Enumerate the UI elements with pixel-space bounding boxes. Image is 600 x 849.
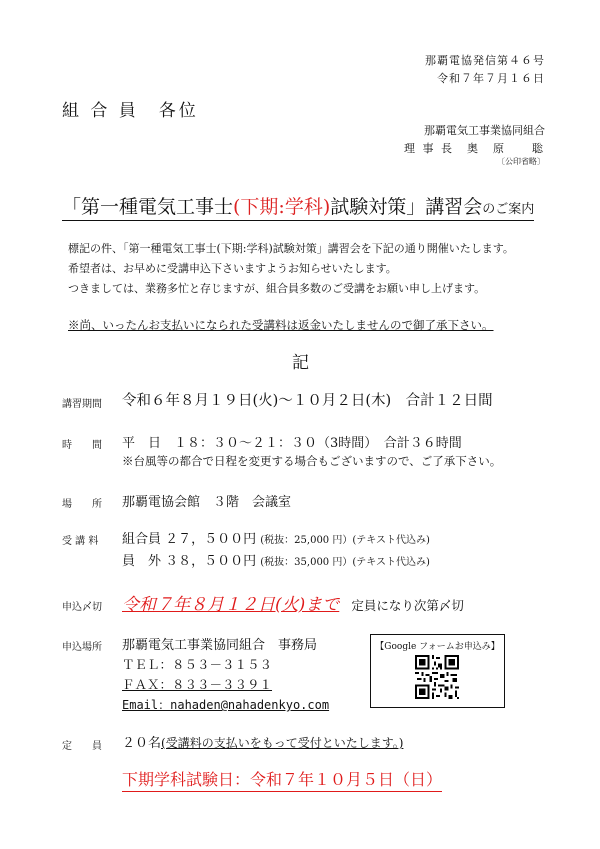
title-part-2: (下期:学科) (233, 196, 331, 218)
apply-tel: ＴＥＬ：８５３－３１５３ (122, 657, 273, 672)
intro-line-1: 標記の件、「第一種電気工事士(下期:学科)試験対策」講習会を下記の通り開催いたします。 (68, 242, 514, 255)
apply-email-link[interactable]: Email：nahaden@nahadenkyo.com (122, 698, 330, 712)
google-form-label: 【Google フォームお申込み】 (375, 642, 500, 652)
place-value: 那覇電協会館 ３階 会議室 (122, 495, 292, 510)
exam-date: 下期学科試験日：令和７年１０月５日（日） (122, 767, 442, 792)
deadline (122, 590, 464, 615)
document-date: 令和７年７月１６日 (437, 72, 545, 85)
intro-line-2: 希望者は、お早めに受講申込下さいますようお知らせいたします。 (68, 262, 397, 275)
apply-label: 申込場所 (62, 642, 102, 653)
fee-nonmember-note: (税抜：35,000 円）(テキスト代込み) (260, 557, 430, 568)
page-title (62, 192, 534, 221)
sender-chairman: 理 事 長 奥 原 聡 (404, 142, 545, 155)
fee-member-amount: 組合員 ２７，５００円 (122, 532, 257, 547)
capacity-note: (受講料の支払いをもって受付といたします。) (161, 736, 404, 750)
deadline-label: 申込〆切 (62, 602, 102, 613)
seal-note: 〔公印省略〕 (497, 157, 545, 166)
period-value: 令和６年８月１９日(火)～１０月２日(木) 合計１２日間 (122, 393, 493, 409)
time-note: ※台風等の都合で日程を変更する場合もございますので、ご了承下さい。 (122, 454, 502, 468)
deadline-value: 令和７年８月１２日(火)まで (122, 595, 340, 615)
capacity-label: 定 員 (62, 741, 102, 752)
time-value: 平 日 １８：３０～２１：３０（3時間） 合計３６時間 (122, 436, 462, 451)
title-part-4: のご案内 (482, 202, 535, 217)
capacity-value: ２０名 (122, 736, 162, 751)
title-part-3: 試験対策」講習会 (330, 196, 483, 218)
fee-label: 受 講 料 (62, 536, 99, 547)
capacity (122, 732, 403, 751)
apply-organization: 那覇電気工事業協同組合 事務局 (122, 638, 318, 653)
ki-heading: 記 (292, 353, 309, 373)
title-part-1: 「第一種電気工事士 (62, 196, 234, 218)
deadline-note: 定員になり次第〆切 (351, 598, 464, 613)
refund-notice: ※尚、いったんお支払いになられた受講料は返金いたしませんので御了承下さい。 (68, 318, 494, 332)
time-label: 時 間 (62, 440, 102, 451)
apply-fax: ＦＡＸ：８３３－３３９１ (122, 677, 273, 692)
document-number: 那覇電協発信第４６号 (425, 54, 545, 67)
fee-member (122, 528, 430, 547)
fee-nonmember (122, 550, 430, 569)
fee-member-note: (税抜：25,000 円）(テキスト代込み) (260, 535, 430, 546)
google-form-box (370, 634, 505, 708)
intro-line-3: つきましては、業務多忙と存じますが、組合員多数のご受講をお願い申し上げます。 (68, 282, 486, 295)
place-label: 場 所 (62, 499, 102, 510)
period-label: 講習期間 (62, 399, 102, 410)
addressee: 組 合 員 各位 (62, 101, 199, 121)
fee-nonmember-amount: 員 外 ３８，５００円 (122, 554, 257, 569)
qr-code-icon[interactable] (415, 655, 459, 699)
sender-organization: 那覇電気工事業協同組合 (424, 124, 545, 137)
